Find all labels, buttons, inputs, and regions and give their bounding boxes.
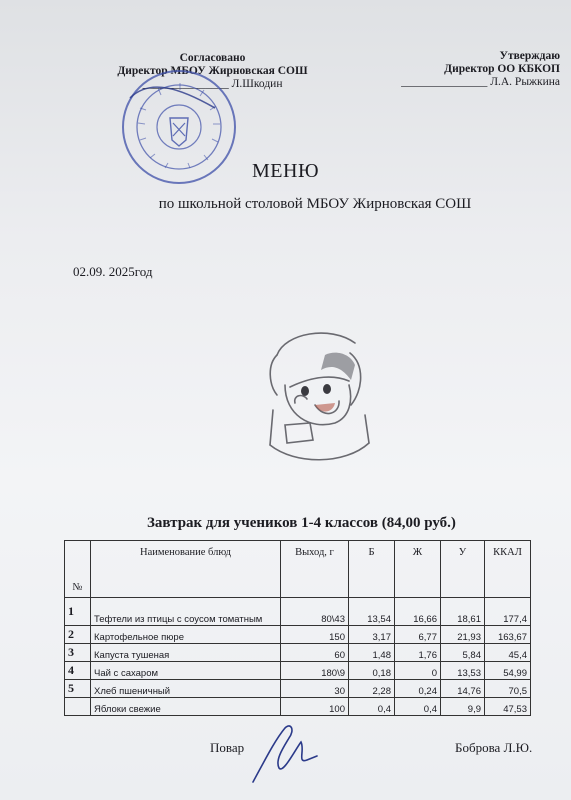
table-row: [65, 598, 531, 626]
row-num: 4: [65, 662, 91, 680]
row-zh: 6,77: [395, 626, 441, 644]
col-header-b: Б: [349, 541, 395, 598]
menu-date: 02.09. 2025год: [73, 264, 153, 279]
approval-left-line3: _______________ Л.Шкодин: [142, 78, 283, 90]
table-row: [65, 626, 531, 644]
row-b: 3,17: [349, 626, 395, 644]
row-zh: 1,76: [395, 644, 441, 662]
table-header-row: [65, 541, 531, 598]
approval-right-block: [380, 50, 560, 89]
row-b: 0,4: [349, 698, 395, 716]
row-yield: 180\9: [281, 662, 349, 680]
row-u: 21,93: [441, 626, 485, 644]
col-header-zh: Ж: [395, 541, 441, 598]
row-zh: 0,4: [395, 698, 441, 716]
row-u: 13,53: [441, 662, 485, 680]
cook-signature-icon: [245, 720, 325, 790]
row-name: Чай с сахаром: [91, 662, 281, 680]
row-u: 14,76: [441, 680, 485, 698]
row-yield: 150: [281, 626, 349, 644]
row-u: 9,9: [441, 698, 485, 716]
col-header-num: №: [65, 541, 91, 598]
row-u: 18,61: [441, 598, 485, 626]
chef-illustration-icon: [255, 325, 385, 480]
table-row: [65, 680, 531, 698]
col-header-name: Наименование блюд: [91, 541, 281, 598]
cook-label: Повар: [210, 740, 245, 755]
row-name: Яблоки свежие: [91, 698, 281, 716]
menu-table: [64, 540, 531, 716]
row-yield: 80\43: [281, 598, 349, 626]
table-row: [65, 698, 531, 716]
row-name: Хлеб пшеничный: [91, 680, 281, 698]
row-num: 5: [65, 680, 91, 698]
row-name: Капуста тушеная: [91, 644, 281, 662]
row-b: 13,54: [349, 598, 395, 626]
row-kcal: 45,4: [485, 644, 531, 662]
row-num: 2: [65, 626, 91, 644]
row-kcal: 163,67: [485, 626, 531, 644]
page-title: МЕНЮ: [252, 160, 319, 182]
row-num: 3: [65, 644, 91, 662]
row-name: Картофельное пюре: [91, 626, 281, 644]
col-header-kcal: ККАЛ: [485, 541, 531, 598]
row-b: 2,28: [349, 680, 395, 698]
row-num: 1: [65, 598, 91, 626]
row-yield: 100: [281, 698, 349, 716]
row-zh: 0: [395, 662, 441, 680]
row-kcal: 47,53: [485, 698, 531, 716]
row-u: 5,84: [441, 644, 485, 662]
row-b: 0,18: [349, 662, 395, 680]
page-subtitle: по школьной столовой МБОУ Жирновская СОШ: [158, 196, 472, 212]
row-kcal: 70,5: [485, 680, 531, 698]
row-zh: 0,24: [395, 680, 441, 698]
approval-left-line2: Директор МБОУ Жирновская СОШ: [117, 65, 308, 77]
row-zh: 16,66: [395, 598, 441, 626]
row-kcal: 177,4: [485, 598, 531, 626]
approval-left-line1: Согласовано: [179, 52, 246, 64]
col-header-u: У: [441, 541, 485, 598]
table-row: [65, 662, 531, 680]
cook-name: Боброва Л.Ю.: [455, 740, 533, 755]
meal-title: Завтрак для учеников 1-4 классов (84,00 руб.): [147, 515, 456, 531]
approval-right-line3: _______________ Л.А. Рыжкина: [401, 76, 560, 88]
row-yield: 30: [281, 680, 349, 698]
approval-right-line1: Утверждаю: [499, 50, 560, 62]
row-name: Тефтели из птицы с соусом томатным: [91, 598, 281, 626]
col-header-yield: Выход, г: [281, 541, 349, 598]
row-b: 1,48: [349, 644, 395, 662]
row-yield: 60: [281, 644, 349, 662]
row-kcal: 54,99: [485, 662, 531, 680]
table-row: [65, 644, 531, 662]
row-num: [65, 698, 91, 716]
approval-right-line2: Директор ОО КБКОП: [444, 63, 560, 75]
